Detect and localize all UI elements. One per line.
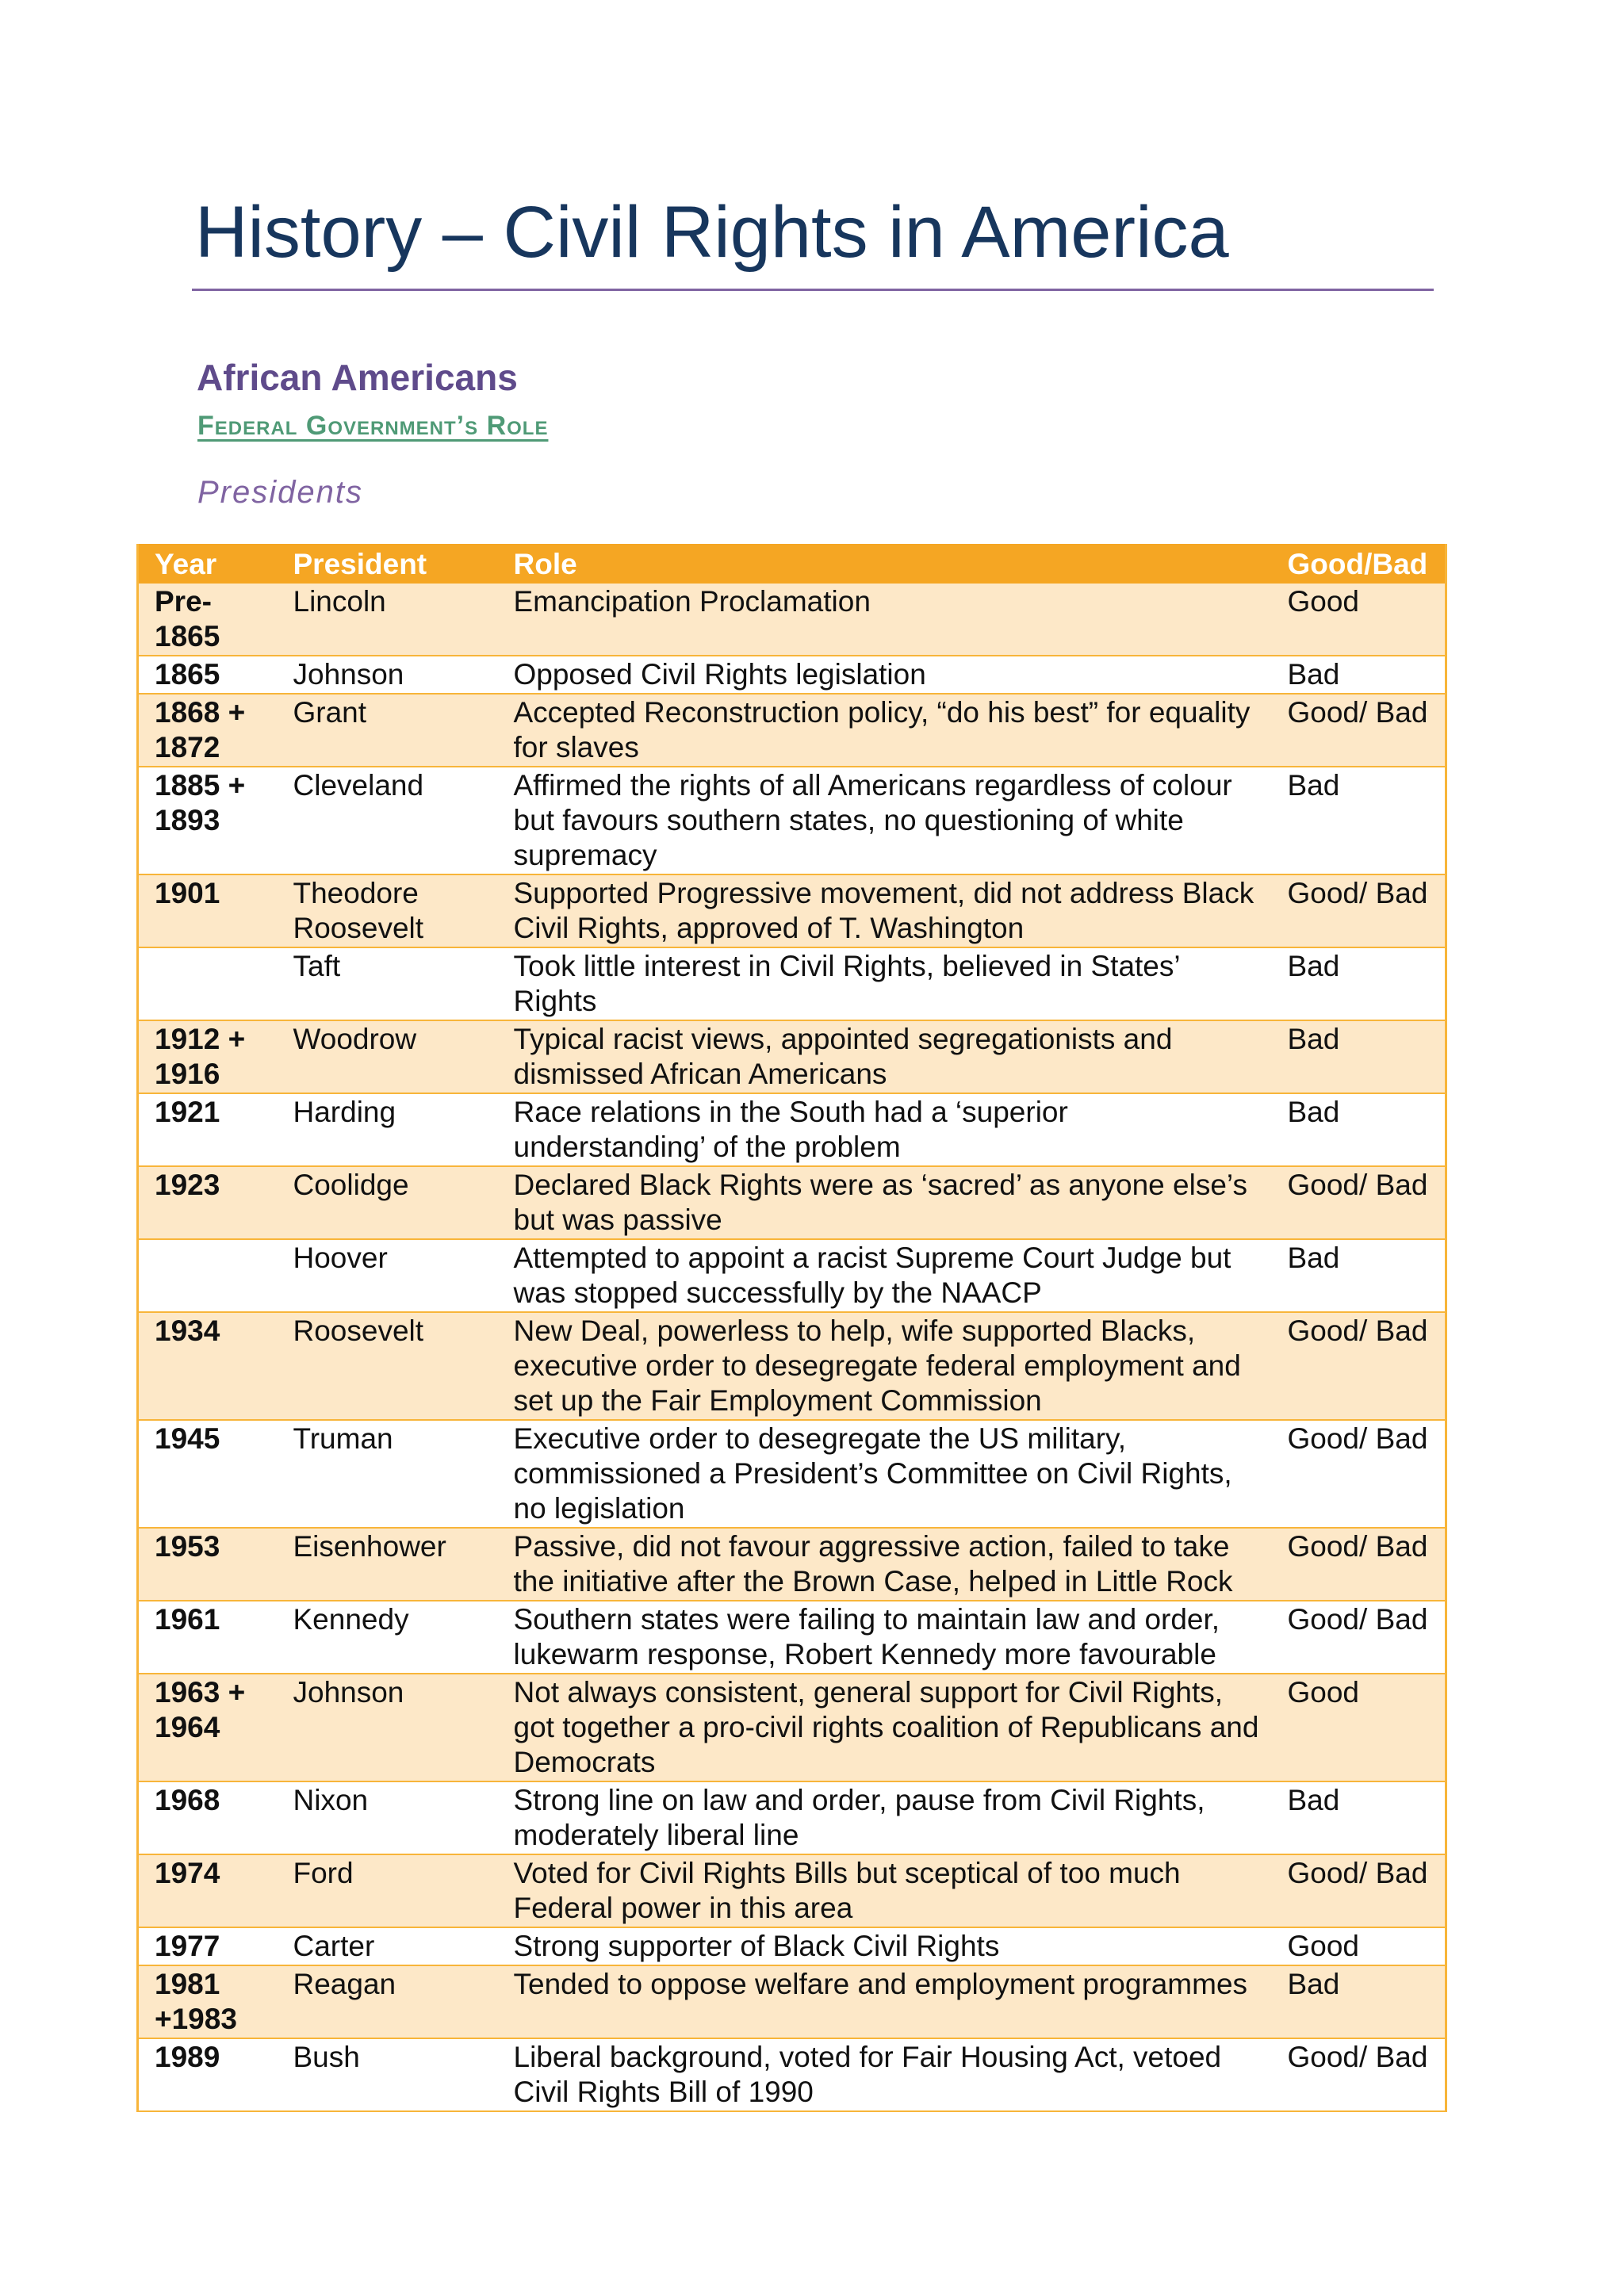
cell-president: Theodore Roosevelt bbox=[278, 874, 498, 947]
cell-year: 1981 +1983 bbox=[138, 1965, 278, 2038]
cell-president: Roosevelt bbox=[278, 1312, 498, 1420]
table-row bbox=[138, 1093, 1446, 1166]
cell-year bbox=[138, 947, 278, 1020]
cell-year: 1934 bbox=[138, 1312, 278, 1420]
cell-role: Voted for Civil Rights Bills but sceptical of too much Federal power in this area bbox=[498, 1854, 1272, 1927]
cell-role: Typical racist views, appointed segregationists and dismissed African Americans bbox=[498, 1020, 1272, 1093]
cell-president: Reagan bbox=[278, 1965, 498, 2038]
table-row bbox=[138, 1528, 1446, 1601]
header-year: Year bbox=[138, 545, 278, 583]
table-row bbox=[138, 1965, 1446, 2038]
cell-rating: Bad bbox=[1272, 1965, 1446, 2038]
cell-year: 1885 + 1893 bbox=[138, 767, 278, 874]
cell-year: 1921 bbox=[138, 1093, 278, 1166]
cell-president: Bush bbox=[278, 2038, 498, 2111]
cell-rating: Good/ Bad bbox=[1272, 1420, 1446, 1528]
table-row bbox=[138, 947, 1446, 1020]
cell-rating: Bad bbox=[1272, 1781, 1446, 1854]
cell-year: 1977 bbox=[138, 1927, 278, 1965]
cell-role: Liberal background, voted for Fair Housing Act, vetoed Civil Rights Bill of 1990 bbox=[498, 2038, 1272, 2111]
cell-role: Not always consistent, general support for Civil Rights, got together a pro-civil rights coalition of Republicans and Democrats bbox=[498, 1674, 1272, 1781]
cell-rating: Good bbox=[1272, 583, 1446, 656]
cell-president: Harding bbox=[278, 1093, 498, 1166]
cell-president: Carter bbox=[278, 1927, 498, 1965]
cell-year: 1968 bbox=[138, 1781, 278, 1854]
cell-rating: Bad bbox=[1272, 1093, 1446, 1166]
section-heading: African Americans bbox=[197, 357, 518, 398]
cell-year: 1912 + 1916 bbox=[138, 1020, 278, 1093]
cell-rating: Good/ Bad bbox=[1272, 1528, 1446, 1601]
cell-president: Truman bbox=[278, 1420, 498, 1528]
cell-role: Attempted to appoint a racist Supreme Court Judge but was stopped successfully by the NAACP bbox=[498, 1239, 1272, 1312]
cell-year: 1945 bbox=[138, 1420, 278, 1528]
title-divider bbox=[192, 289, 1434, 291]
cell-rating: Bad bbox=[1272, 656, 1446, 694]
cell-rating: Good bbox=[1272, 1674, 1446, 1781]
cell-rating: Bad bbox=[1272, 947, 1446, 1020]
table-row bbox=[138, 767, 1446, 874]
cell-president: Lincoln bbox=[278, 583, 498, 656]
presidents-table bbox=[136, 544, 1447, 2112]
page-title: History – Civil Rights in America bbox=[195, 192, 1229, 273]
subsection-heading: Federal Government’s Role bbox=[197, 411, 549, 441]
cell-rating: Good/ Bad bbox=[1272, 1312, 1446, 1420]
cell-year: 1974 bbox=[138, 1854, 278, 1927]
table-body bbox=[138, 583, 1446, 2111]
cell-role: Opposed Civil Rights legislation bbox=[498, 656, 1272, 694]
cell-president: Johnson bbox=[278, 1674, 498, 1781]
table-row bbox=[138, 1420, 1446, 1528]
cell-role: Southern states were failing to maintain law and order, lukewarm response, Robert Kennedy more favourable bbox=[498, 1601, 1272, 1674]
cell-year: 1961 bbox=[138, 1601, 278, 1674]
table-row bbox=[138, 1781, 1446, 1854]
cell-role: Accepted Reconstruction policy, “do his best” for equality for slaves bbox=[498, 694, 1272, 767]
table-header-row bbox=[138, 545, 1446, 583]
header-president: President bbox=[278, 545, 498, 583]
cell-role: New Deal, powerless to help, wife supported Blacks, executive order to desegregate federal employment and set up the Fair Employment Commission bbox=[498, 1312, 1272, 1420]
cell-rating: Good/ Bad bbox=[1272, 694, 1446, 767]
cell-president: Taft bbox=[278, 947, 498, 1020]
cell-role: Tended to oppose welfare and employment programmes bbox=[498, 1965, 1272, 2038]
cell-role: Strong line on law and order, pause from Civil Rights, moderately liberal line bbox=[498, 1781, 1272, 1854]
cell-president: Ford bbox=[278, 1854, 498, 1927]
cell-year: 1923 bbox=[138, 1166, 278, 1239]
cell-role: Race relations in the South had a ‘superior understanding’ of the problem bbox=[498, 1093, 1272, 1166]
cell-president: Johnson bbox=[278, 656, 498, 694]
cell-president: Cleveland bbox=[278, 767, 498, 874]
cell-president: Eisenhower bbox=[278, 1528, 498, 1601]
cell-role: Passive, did not favour aggressive action, failed to take the initiative after the Brown Case, helped in Little Rock bbox=[498, 1528, 1272, 1601]
cell-year: 1963 + 1964 bbox=[138, 1674, 278, 1781]
cell-rating: Good/ Bad bbox=[1272, 1166, 1446, 1239]
table-row bbox=[138, 1674, 1446, 1781]
cell-role: Affirmed the rights of all Americans regardless of colour but favours southern states, no questioning of white supremacy bbox=[498, 767, 1272, 874]
cell-rating: Good/ Bad bbox=[1272, 874, 1446, 947]
table-row bbox=[138, 874, 1446, 947]
table-row bbox=[138, 694, 1446, 767]
cell-role: Emancipation Proclamation bbox=[498, 583, 1272, 656]
table-header bbox=[138, 545, 1446, 583]
table-row bbox=[138, 1020, 1446, 1093]
cell-president: Coolidge bbox=[278, 1166, 498, 1239]
cell-rating: Good bbox=[1272, 1927, 1446, 1965]
table-row bbox=[138, 1312, 1446, 1420]
table-row bbox=[138, 1927, 1446, 1965]
subsubsection-heading: Presidents bbox=[197, 475, 363, 510]
cell-year bbox=[138, 1239, 278, 1312]
header-rating: Good/Bad bbox=[1272, 545, 1446, 583]
table-row bbox=[138, 1854, 1446, 1927]
cell-president: Woodrow bbox=[278, 1020, 498, 1093]
cell-rating: Good/ Bad bbox=[1272, 2038, 1446, 2111]
cell-role: Declared Black Rights were as ‘sacred’ as anyone else’s but was passive bbox=[498, 1166, 1272, 1239]
table-row bbox=[138, 1601, 1446, 1674]
cell-year: 1901 bbox=[138, 874, 278, 947]
cell-role: Supported Progressive movement, did not address Black Civil Rights, approved of T. Washington bbox=[498, 874, 1272, 947]
cell-year: 1989 bbox=[138, 2038, 278, 2111]
cell-role: Took little interest in Civil Rights, believed in States’ Rights bbox=[498, 947, 1272, 1020]
cell-year: 1953 bbox=[138, 1528, 278, 1601]
cell-role: Executive order to desegregate the US military, commissioned a President’s Committee on Civil Rights, no legislation bbox=[498, 1420, 1272, 1528]
table-row bbox=[138, 583, 1446, 656]
cell-year: 1865 bbox=[138, 656, 278, 694]
cell-president: Kennedy bbox=[278, 1601, 498, 1674]
table-row bbox=[138, 1166, 1446, 1239]
cell-rating: Good/ Bad bbox=[1272, 1601, 1446, 1674]
header-role: Role bbox=[498, 545, 1272, 583]
cell-role: Strong supporter of Black Civil Rights bbox=[498, 1927, 1272, 1965]
cell-rating: Bad bbox=[1272, 1239, 1446, 1312]
cell-president: Nixon bbox=[278, 1781, 498, 1854]
cell-president: Grant bbox=[278, 694, 498, 767]
table-row bbox=[138, 2038, 1446, 2111]
cell-year: 1868 + 1872 bbox=[138, 694, 278, 767]
table-row bbox=[138, 1239, 1446, 1312]
cell-president: Hoover bbox=[278, 1239, 498, 1312]
table-row bbox=[138, 656, 1446, 694]
cell-rating: Bad bbox=[1272, 767, 1446, 874]
cell-year: Pre-1865 bbox=[138, 583, 278, 656]
cell-rating: Good/ Bad bbox=[1272, 1854, 1446, 1927]
cell-rating: Bad bbox=[1272, 1020, 1446, 1093]
